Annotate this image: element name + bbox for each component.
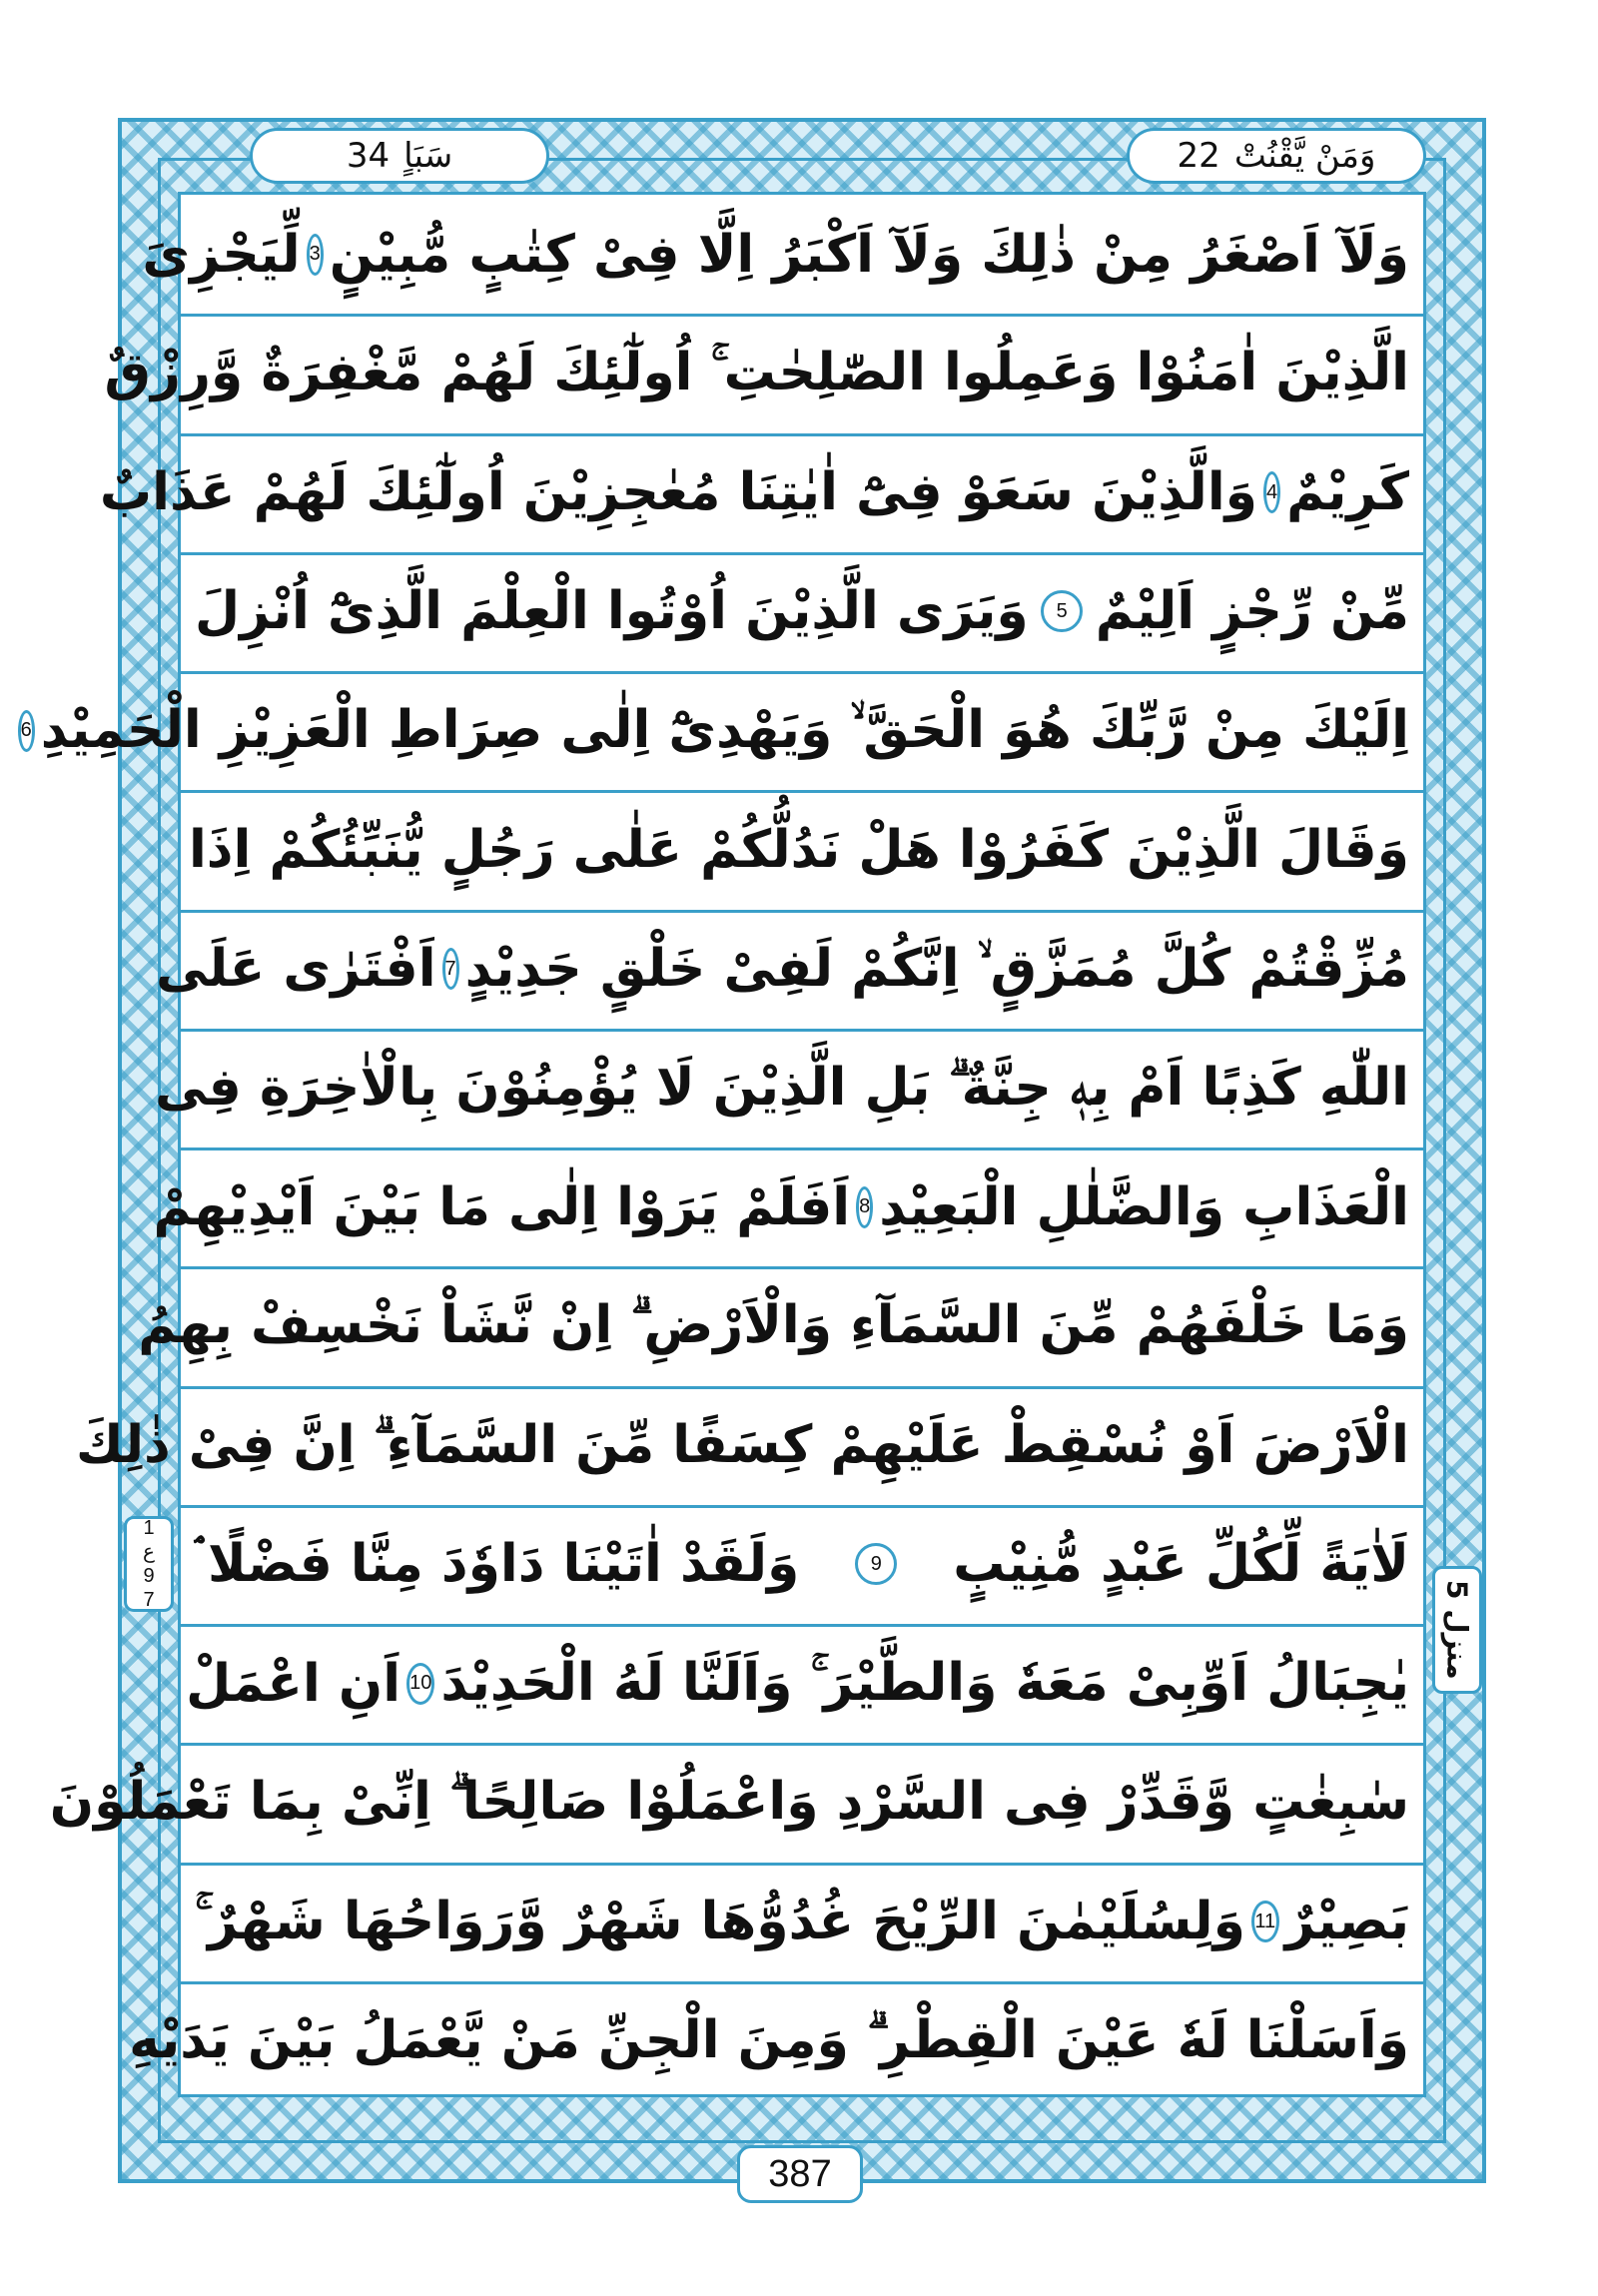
verse-line bbox=[76, 1386, 1423, 1505]
verse-text: الْاَرْضَ اَوْ نُسْقِطْ عَلَيْهِمْ كِسَفًا مِّنَ السَّمَآءِ ۗ اِنَّ فِىْ ذٰلِكَ bbox=[76, 1414, 1409, 1475]
verse-line bbox=[138, 1266, 1423, 1385]
line-divider bbox=[181, 1863, 1423, 1866]
line-divider bbox=[181, 433, 1423, 436]
juz-header bbox=[1127, 128, 1426, 184]
verse-text: اَفْتَرٰى عَلَى bbox=[155, 939, 436, 1000]
surah-number: 34 bbox=[346, 136, 391, 176]
verse-line bbox=[142, 195, 1423, 314]
verse-text: مُزِّقْتُمْ كُلَّ مُمَزَّقٍ ۙ اِنَّكُمْ لَفِىْ خَلْقٍ جَدِيْدٍ bbox=[464, 938, 1409, 999]
ruku-middle: 9 bbox=[143, 1565, 155, 1587]
verse-line bbox=[155, 1029, 1423, 1148]
surah-header bbox=[250, 128, 549, 184]
verse-line bbox=[20, 671, 1423, 790]
verse-line bbox=[104, 314, 1423, 432]
verse-text: يٰجِبَالُ اَوِّبِىْ مَعَهٗ وَالطَّيْرَ ۚ وَاَلَنَّا لَهُ الْحَدِيْدَ bbox=[440, 1653, 1409, 1714]
verse-text: وَيَرَى الَّذِيْنَ اُوْتُوا الْعِلْمَ الَّذِىْٓ اُنْزِلَ bbox=[195, 581, 1029, 642]
line-divider bbox=[181, 1624, 1423, 1627]
verse-text: الَّذِيْنَ اٰمَنُوْا وَعَمِلُوا الصّٰلِحٰتِ ۚ اُولٰٓئِكَ لَهُمْ مَّغْفِرَةٌ وَّرِزْقٌ bbox=[104, 343, 1409, 403]
ayah-number-marker: 9 bbox=[855, 1543, 897, 1585]
ruku-bottom: 7 bbox=[143, 1589, 155, 1611]
line-divider bbox=[181, 1505, 1423, 1508]
verse-text: وَلَقَدْ اٰتَيْنَا دَاوٗدَ مِنَّا فَضْلًا ۘ bbox=[195, 1533, 800, 1594]
verse-text: وَلِسُلَيْمٰنَ الرِّيْحَ غُدُوُّهَا شَهْرٌ وَّرَوَاحُهَا شَهْرٌ ۚ bbox=[195, 1891, 1245, 1951]
ayah-number-marker: 10 bbox=[406, 1663, 434, 1705]
juz-number: 22 bbox=[1177, 136, 1220, 176]
verse-line bbox=[153, 1148, 1423, 1266]
verse-text: بَصِيْرٌ bbox=[1284, 1892, 1409, 1952]
ayah-number-marker: 11 bbox=[1251, 1901, 1279, 1942]
ayah-number-marker: 5 bbox=[1041, 590, 1083, 632]
juz-label: وَمَنْ يَّقْنُتْ bbox=[1233, 136, 1376, 176]
verse-text: اَفَلَمْ يَرَوْا اِلٰى مَا بَيْنَ اَيْدِيْهِمْ bbox=[153, 1176, 851, 1237]
verse-text: وَقَالَ الَّذِيْنَ كَفَرُوْا هَلْ نَدُلُّكُمْ عَلٰى رَجُلٍ يُّنَبِّئُكُمْ اِذَا bbox=[188, 819, 1409, 880]
ruku-top: 1 bbox=[143, 1517, 155, 1539]
line-divider bbox=[181, 1981, 1423, 1984]
ayah-number-marker: 4 bbox=[1263, 471, 1280, 513]
verse-text: وَلَآ اَصْغَرُ مِنْ ذٰلِكَ وَلَآ اَكْبَرُ اِلَّا فِىْ كِتٰبٍ مُّبِيْنٍ bbox=[329, 224, 1409, 285]
verse-text: كَرِيْمٌ bbox=[1286, 462, 1409, 523]
verse-line bbox=[49, 1743, 1423, 1862]
verse-line bbox=[181, 790, 1423, 909]
verse-text: مِّنْ رِّجْزٍ اَلِيْمٌ bbox=[1095, 581, 1409, 642]
line-divider bbox=[181, 1148, 1423, 1150]
verse-text: سٰبِغٰتٍ وَّقَدِّرْ فِى السَّرْدِ وَاعْمَلُوْا صَالِحًا ۗ اِنِّىْ بِمَا تَعْمَلُوْنَ bbox=[49, 1772, 1409, 1833]
line-divider bbox=[181, 671, 1423, 674]
verse-text: اَنِ اعْمَلْ bbox=[186, 1653, 401, 1714]
verse-text: وَمَا خَلْفَهُمْ مِّنَ السَّمَآءِ وَالْاَرْضِ ۗ اِنْ نَّشَاْ نَخْسِفْ بِهِمُ bbox=[138, 1295, 1409, 1356]
verse-line bbox=[181, 1863, 1423, 1981]
verse-line bbox=[129, 1981, 1423, 2100]
line-divider bbox=[181, 790, 1423, 793]
ayah-number-marker: 7 bbox=[442, 948, 459, 990]
ayah-number-marker: 8 bbox=[856, 1186, 873, 1228]
ayah-number-marker: 3 bbox=[307, 234, 324, 276]
verse-text: لِّيَجْزِىَ bbox=[142, 224, 301, 285]
line-divider bbox=[181, 1266, 1423, 1269]
line-divider bbox=[181, 552, 1423, 555]
verse-text: اِلَيْكَ مِنْ رَّبِّكَ هُوَ الْحَقَّ ۙ وَيَهْدِىْٓ اِلٰى صِرَاطِ الْعَزِيْزِ الْحَمِيْدِ bbox=[40, 700, 1409, 761]
verse-text: اللّٰهِ كَذِبًا اَمْ بِهٖ جِنَّةٌ ۗ بَلِ الَّذِيْنَ لَا يُؤْمِنُوْنَ بِالْاٰخِرَةِ فِى bbox=[155, 1057, 1409, 1118]
text-panel bbox=[20, 192, 1426, 2097]
verse-text: لَاٰيَةً لِّكُلِّ عَبْدٍ مُّنِيْبٍ bbox=[953, 1534, 1409, 1595]
ayah-number-marker: 6 bbox=[18, 710, 35, 752]
verse-line bbox=[155, 910, 1423, 1029]
ruku-symbol: ع bbox=[143, 1541, 155, 1563]
surah-name: سَبَاٍ bbox=[403, 136, 453, 176]
verse-line bbox=[181, 1505, 1423, 1624]
line-divider bbox=[181, 1029, 1423, 1032]
line-divider bbox=[181, 910, 1423, 913]
verse-line bbox=[181, 1624, 1423, 1743]
manzil-marker bbox=[1432, 1566, 1482, 1694]
verse-text: وَاَسَلْنَا لَهٗ عَيْنَ الْقِطْرِ ۗ وَمِنَ الْجِنِّ مَنْ يَّعْمَلُ بَيْنَ يَدَيْهِ bbox=[129, 2009, 1409, 2070]
line-divider bbox=[181, 314, 1423, 317]
verse-text: الْعَذَابِ وَالضَّلٰلِ الْبَعِيْدِ bbox=[879, 1176, 1409, 1237]
verse-text: وَالَّذِيْنَ سَعَوْ فِىْٓ اٰيٰتِنَا مُعٰجِزِيْنَ اُولٰٓئِكَ لَهُمْ عَذَابٌ bbox=[99, 462, 1257, 523]
line-divider bbox=[181, 1386, 1423, 1389]
line-divider bbox=[181, 1743, 1423, 1746]
ruku-marker bbox=[124, 1516, 174, 1612]
verse-line bbox=[181, 552, 1423, 671]
page-number: 387 bbox=[737, 2145, 863, 2203]
manzil-label: منزل 5 bbox=[1440, 1580, 1474, 1680]
verse-line bbox=[99, 433, 1423, 552]
